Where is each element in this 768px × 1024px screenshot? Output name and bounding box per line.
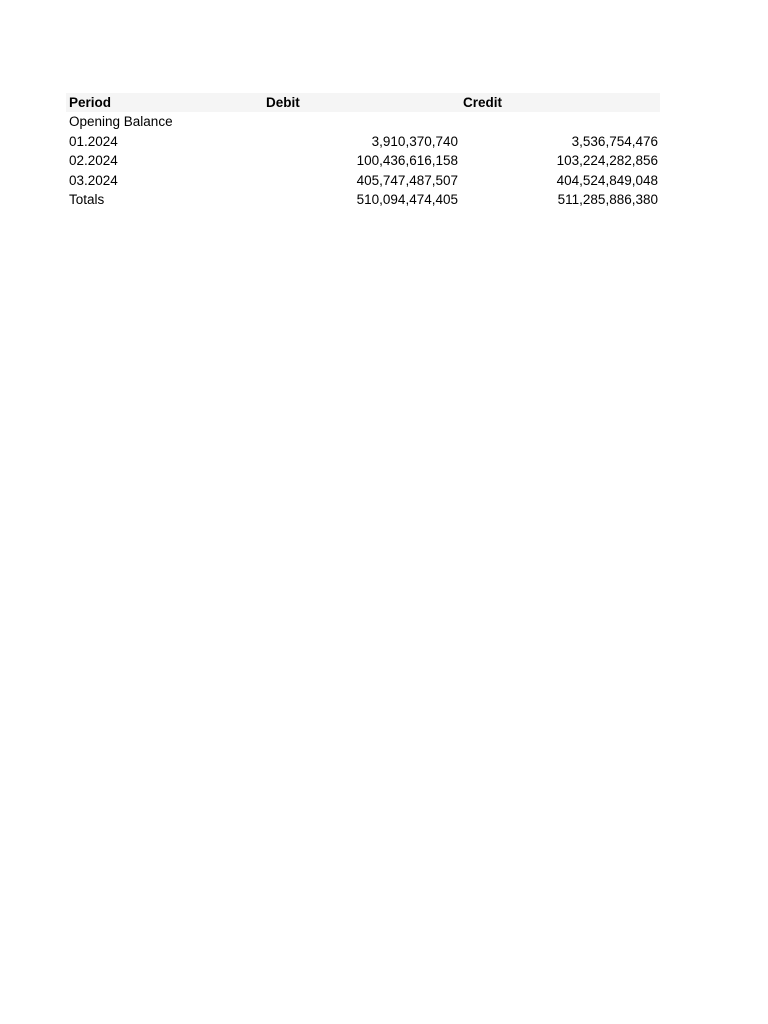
header-credit: Credit [463,95,503,110]
header-row [66,93,660,112]
table-row [66,132,660,152]
totals-row [66,190,660,210]
cell-debit: 510,094,474,405 [356,192,458,207]
cell-period: Totals [69,192,105,207]
cell-debit: 405,747,487,507 [356,172,458,188]
cell-period: 02.2024 [69,153,118,168]
cell-debit: 100,436,616,158 [356,153,458,168]
table-row [66,171,660,191]
cell-period: 01.2024 [69,133,118,149]
ledger-table [66,93,660,210]
table-row [66,112,660,132]
cell-debit [263,112,460,132]
ledger-sheet [66,93,660,210]
cell-credit: 511,285,886,380 [557,192,658,207]
cell-credit: 404,524,849,048 [556,172,658,188]
cell-period: Opening Balance [69,114,173,129]
header-debit: Debit [266,95,300,110]
table-header [66,93,660,112]
cell-credit: 3,536,754,476 [571,133,658,149]
cell-debit: 3,910,370,740 [371,133,458,149]
table-body [66,112,660,210]
cell-credit [460,112,660,132]
header-period: Period [69,95,112,110]
table-row [66,151,660,171]
cell-period: 03.2024 [69,172,118,188]
cell-credit: 103,224,282,856 [556,153,658,168]
